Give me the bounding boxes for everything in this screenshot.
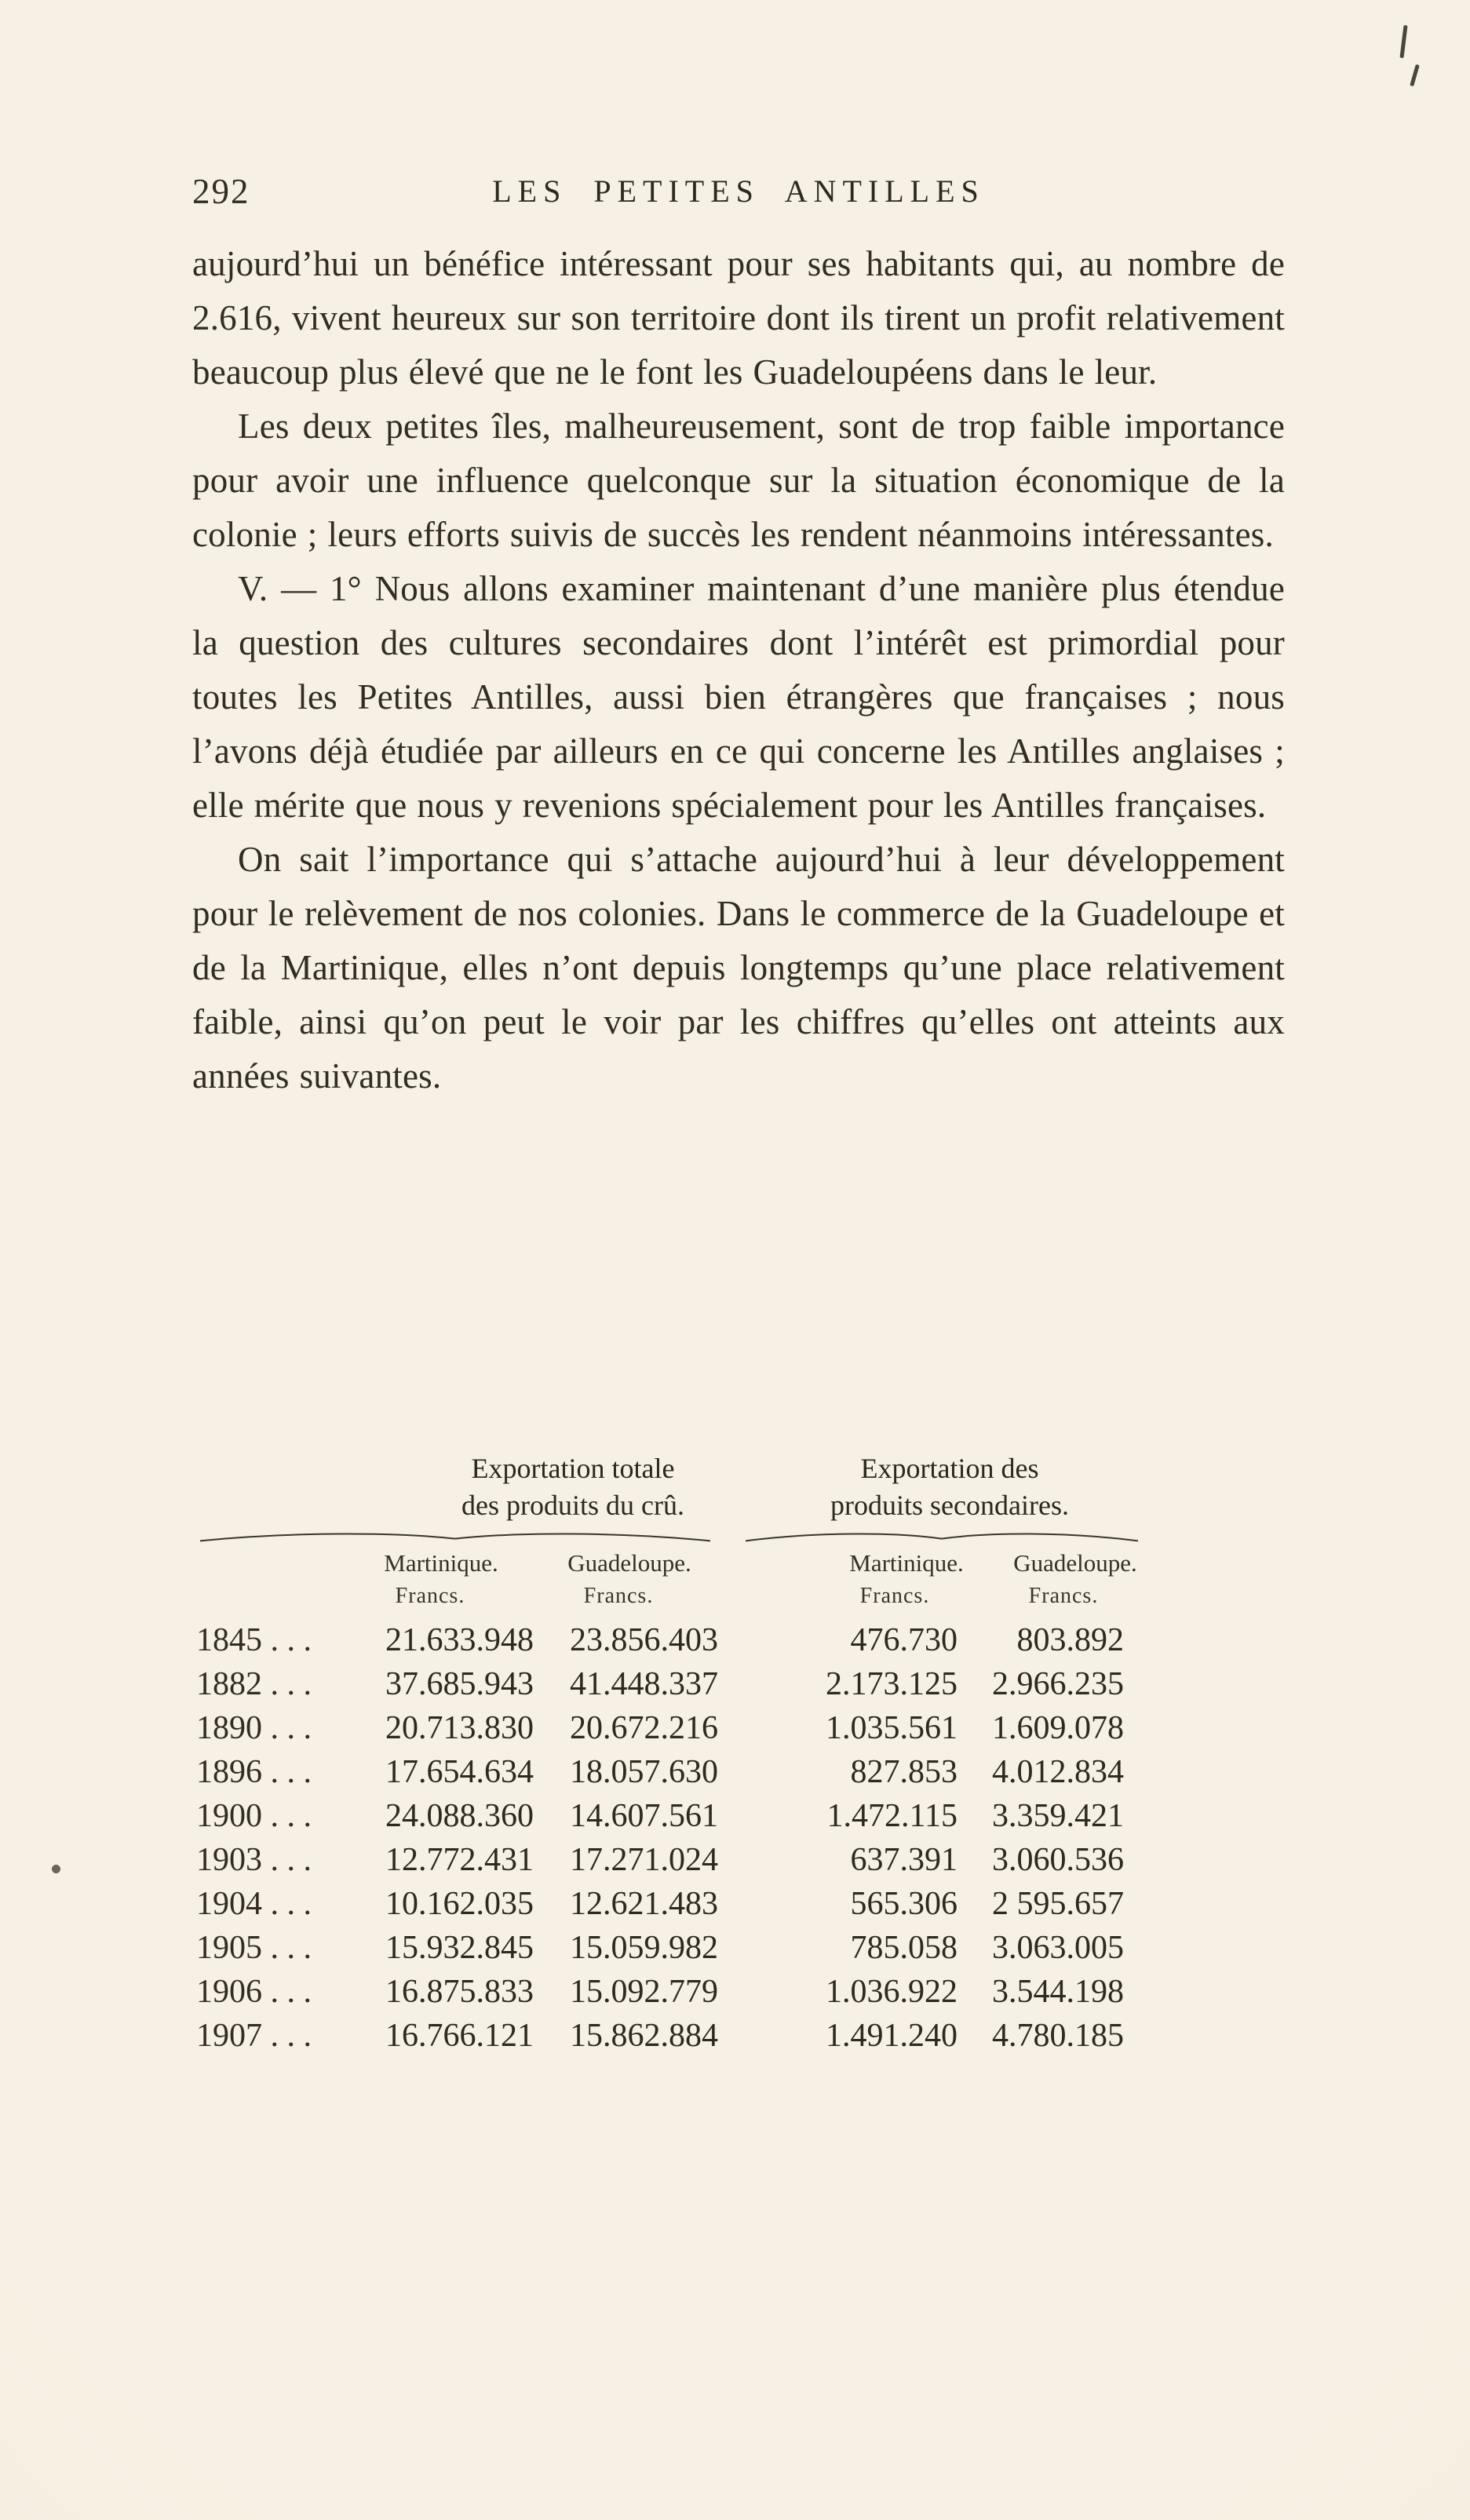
value-cell: 15.932.845 xyxy=(385,1930,534,1966)
paragraph: V. — 1° Nous allons examiner maintenant d’une manière plus étendue la question des cultures secondaires dont l’intérêt est primordial pour toutes les Petites Antilles, aussi bien étrangères que françaises ; nous l’avons déjà étudiée par ailleurs en ce qui concerne les Antilles anglaises ; elle mérite que nous y revenions spécialement pour les Antilles françaises. xyxy=(192,569,1285,825)
value-cell: 4.780.185 xyxy=(992,2018,1124,2054)
running-title: LES PETITES ANTILLES xyxy=(492,173,985,209)
value-cell: 17.271.024 xyxy=(570,1842,718,1878)
year-cell: 1903 . . . xyxy=(196,1842,312,1878)
running-head xyxy=(192,170,1285,220)
year-cell: 1882 . . . xyxy=(196,1666,312,1702)
value-cell: 41.448.337 xyxy=(570,1666,718,1702)
table-group-header-exports-secondary xyxy=(714,1450,1185,1524)
value-cell: 16.875.833 xyxy=(385,1974,534,2010)
scan-artifact xyxy=(52,1865,60,1873)
value-cell: 476.730 xyxy=(850,1622,958,1658)
unit-label: Francs. xyxy=(395,1584,465,1608)
body-text xyxy=(192,237,1285,1103)
paragraph: On sait l’importance qui s’attache aujourd’hui à leur développement pour le relèvement de nos colonies. Dans le commerce de la Guadeloupe et de la Martinique, elles n’ont depuis longtemps qu’une place relativement faible, ainsi qu’on peut le voir par les chiffres qu’elles ont atteints aux années suivantes. xyxy=(192,840,1285,1096)
scan-artifact xyxy=(1410,64,1420,86)
value-cell: 1.035.561 xyxy=(826,1710,958,1746)
value-cell: 18.057.630 xyxy=(570,1754,718,1790)
value-cell: 1.036.922 xyxy=(826,1974,958,2010)
value-cell: 21.633.948 xyxy=(385,1622,534,1658)
value-cell: 1.472.115 xyxy=(826,1798,958,1834)
year-cell: 1905 . . . xyxy=(196,1930,312,1966)
scan-artifact xyxy=(1399,25,1407,58)
value-cell: 3.060.536 xyxy=(992,1842,1124,1878)
value-cell: 4.012.834 xyxy=(992,1754,1124,1790)
value-cell: 2.966.235 xyxy=(992,1666,1124,1702)
value-cell: 3.063.005 xyxy=(992,1930,1124,1966)
year-cell: 1906 . . . xyxy=(196,1974,312,2010)
unit-label: Francs. xyxy=(1028,1584,1099,1608)
paragraph: Les deux petites îles, malheureusement, sont de trop faible importance pour avoir une influence quelconque sur la situation économique de la colonie ; leurs efforts suivis de succès les rendent néanmoins intéressantes. xyxy=(192,407,1285,554)
value-cell: 37.685.943 xyxy=(385,1666,534,1702)
value-cell: 12.621.483 xyxy=(570,1886,718,1922)
column-header-martinique-1: Martinique. xyxy=(384,1549,498,1577)
year-cell: 1890 . . . xyxy=(196,1710,312,1746)
table-brace xyxy=(746,1530,1138,1543)
column-header-guadeloupe-1: Guadeloupe. xyxy=(567,1549,691,1577)
value-cell: 1.491.240 xyxy=(826,2018,958,2054)
group-header-line: Exportation des xyxy=(860,1453,1039,1484)
value-cell: 24.088.360 xyxy=(385,1798,534,1834)
unit-label: Francs. xyxy=(583,1584,654,1608)
export-table xyxy=(196,1450,1138,2070)
value-cell: 10.162.035 xyxy=(385,1886,534,1922)
group-header-line: des produits du crû. xyxy=(461,1490,684,1521)
group-header-line: Exportation totale xyxy=(471,1453,675,1484)
value-cell: 15.092.779 xyxy=(570,1974,718,2010)
value-cell: 23.856.403 xyxy=(570,1622,718,1658)
value-cell: 15.059.982 xyxy=(570,1930,718,1966)
year-cell: 1900 . . . xyxy=(196,1798,312,1834)
value-cell: 803.892 xyxy=(1016,1622,1124,1658)
group-header-line: produits secondaires. xyxy=(830,1490,1069,1521)
value-cell: 17.654.634 xyxy=(385,1754,534,1790)
value-cell: 1.609.078 xyxy=(992,1710,1124,1746)
value-cell: 637.391 xyxy=(850,1842,958,1878)
year-cell: 1845 . . . xyxy=(196,1622,312,1658)
table-rows xyxy=(196,1618,1124,2058)
value-cell: 3.359.421 xyxy=(992,1798,1124,1834)
column-header-guadeloupe-2: Guadeloupe. xyxy=(1013,1549,1137,1577)
year-cell: 1896 . . . xyxy=(196,1754,312,1790)
unit-label: Francs. xyxy=(859,1584,930,1608)
value-cell: 2.173.125 xyxy=(826,1666,958,1702)
value-cell: 20.713.830 xyxy=(385,1710,534,1746)
year-cell: 1904 . . . xyxy=(196,1886,312,1922)
table-brace xyxy=(200,1530,710,1543)
value-cell: 827.853 xyxy=(850,1754,958,1790)
value-cell: 785.058 xyxy=(850,1930,958,1966)
value-cell: 14.607.561 xyxy=(570,1798,718,1834)
paragraph: aujourd’hui un bénéfice intéressant pour ses habitants qui, au nombre de 2.616, vivent heureux sur son territoire dont ils tirent un profit relativement beaucoup plus élevé que ne le font les Guadeloupéens dans le leur. xyxy=(192,244,1285,392)
year-cell: 1907 . . . xyxy=(196,2018,312,2054)
column-header-martinique-2: Martinique. xyxy=(849,1549,964,1577)
value-cell: 3.544.198 xyxy=(992,1974,1124,2010)
page-number: 292 xyxy=(192,172,250,211)
value-cell: 12.772.431 xyxy=(385,1842,534,1878)
value-cell: 2 595.657 xyxy=(992,1886,1124,1922)
value-cell: 565.306 xyxy=(850,1886,958,1922)
value-cell: 20.672.216 xyxy=(570,1710,718,1746)
value-cell: 15.862.884 xyxy=(570,2018,718,2054)
value-cell: 16.766.121 xyxy=(385,2018,534,2054)
